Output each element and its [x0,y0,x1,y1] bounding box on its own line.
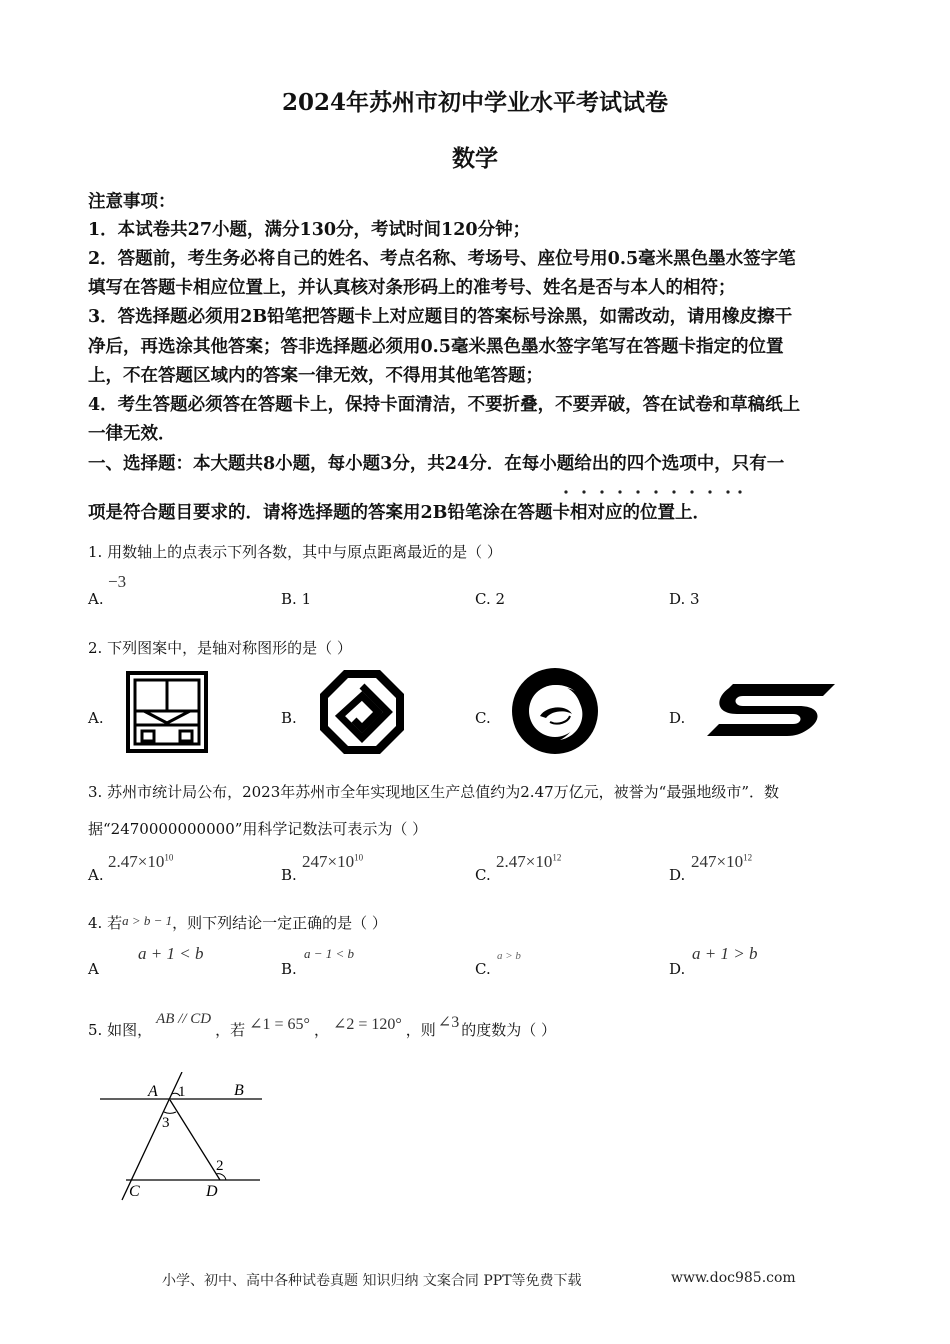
footer-url[interactable]: www.doc985.com [671,1270,796,1286]
q2-option-a-label: A. [88,709,104,727]
q1-option-c: C. 2 [475,590,506,608]
q3-option-d-value: $247\times 10^{12}$ [691,852,753,871]
question-4-stem: 4. 若a > b − 1，则下列结论一定正确的是（ ） [88,913,387,932]
notice-line: 上，不在答题区域内的答案一律无效，不得用其他笔答题； [88,366,543,386]
q3-option-c-value: $2.47\times 10^{12}$ [496,852,562,871]
question-2-stem: 2. 下列图案中，是轴对称图形的是（ ） [88,639,352,657]
question-3-stem: 3. 苏州市统计局公布，2023年苏州市全年实现地区生产总值约为2.47万亿元，被誉为“最强地级市”．数 [88,783,779,801]
label-b: B [234,1082,244,1099]
question-1-stem: 1. 用数轴上的点表示下列各数，其中与原点距离最近的是（ ） [88,543,502,561]
q5-angle-3: ∠3 [437,1014,460,1031]
section-header-line2 [88,499,710,524]
section-period: ． [692,503,710,523]
subject-title: 数学 [452,145,498,172]
label-c: C [129,1183,140,1200]
notice-line: 3．答选择题必须用2B铅笔把答题卡上对应题目的答案标号涂黑，如需改动，请用橡皮擦干 [88,307,793,327]
q3-option-b-label: B. [281,866,297,884]
notice-heading: 注意事项： [88,192,176,212]
notice-line: 填写在答题卡相应位置上，并认真核对条形码上的准考号、姓名是否与本人的相符； [88,278,736,298]
question-3-stem-2: 据“2470000000000”用科学记数法可表示为（ ） [88,820,428,838]
notice-line: 1．本试卷共27小题，满分130分，考试时间120分钟； [88,220,531,240]
q4-option-d-label: D. [669,960,686,978]
q4-option-d-value: a + 1 > b [692,944,758,963]
q4-option-a-value: a + 1 < b [138,944,204,963]
q5-geometry-figure [96,1072,266,1202]
footer-text: 小学、初中、高中各种试卷真题 知识归纳 文案合同 PPT等免费下载 [162,1273,582,1289]
section-instruction: 项是符合题目要求的．请将选择题的答案用2B铅笔涂在 [88,503,518,523]
transversal-ad [170,1100,220,1180]
emphasis-dots [560,488,750,496]
section-header: 一、选择题：本大题共8小题，每小题3分，共24分．在每小题给出的四个选项中，只有一 [88,454,785,474]
q1-option-b: B. 1 [281,590,312,608]
notice-line: 2．答题前，考生务必将自己的姓名、考点名称、考场号、座位号用0.5毫米黑色墨水签字笔 [88,249,796,269]
q4-option-c-value: a > b [497,950,521,962]
q3-option-a-value: $2.47\times 10^{10}$ [108,852,174,871]
q2-option-c-label: C. [475,709,491,727]
q3-option-b-value: $247\times 10^{10}$ [302,852,364,871]
pattern-d-image [703,680,839,740]
q3-option-c-label: C. [475,866,491,884]
q2-option-b-label: B. [281,709,297,727]
q5-angle-2: ∠2 = 120° [332,1016,402,1033]
notice-line: 净后，再选涂其他答案；答非选择题必须用0.5毫米黑色墨水签字笔写在答题卡指定的位置 [88,337,784,357]
notice-line: 4．考生答题必须答在答题卡上，保持卡面清洁，不要折叠，不要弄破，答在试卷和草稿纸上 [88,395,801,415]
q1-option-a-label: A. [88,590,104,608]
label-3: 3 [162,1115,170,1131]
label-a: A [148,1083,158,1100]
q4-option-c-label: C. [475,960,491,978]
pattern-a-image [126,671,208,753]
q1-option-a-value: −3 [108,572,127,591]
label-d: D [206,1183,218,1200]
notice-line: 一律无效． [88,424,176,444]
label-1: 1 [178,1084,186,1100]
q1-option-d: D. 3 [669,590,700,608]
q3-option-d-label: D. [669,866,686,884]
q5-parallel: AB // CD [156,1011,212,1027]
question-5-stem: 5. 如图，AB // CD，若 ∠1 = 65° ， ∠2 = 120° ，则 ∠3 的度数为（ ） [88,1011,556,1039]
q5-angle-1: ∠1 = 65° [249,1016,310,1033]
q4-option-b-label: B. [281,960,297,978]
pattern-c-image [510,666,600,756]
pattern-b-image [318,668,406,756]
emphasis-text: 答题卡相对应的位置上 [517,503,693,523]
q2-option-d-label: D. [669,709,686,727]
q4-option-b-value: a − 1 < b [304,946,355,961]
q4-option-a-label: A [88,960,99,978]
exam-title: 2024年苏州市初中学业水平考试试卷 [281,89,668,116]
label-2: 2 [216,1158,224,1174]
q4-condition: a > b − 1 [122,913,173,928]
q3-option-a-label: A. [88,866,104,884]
